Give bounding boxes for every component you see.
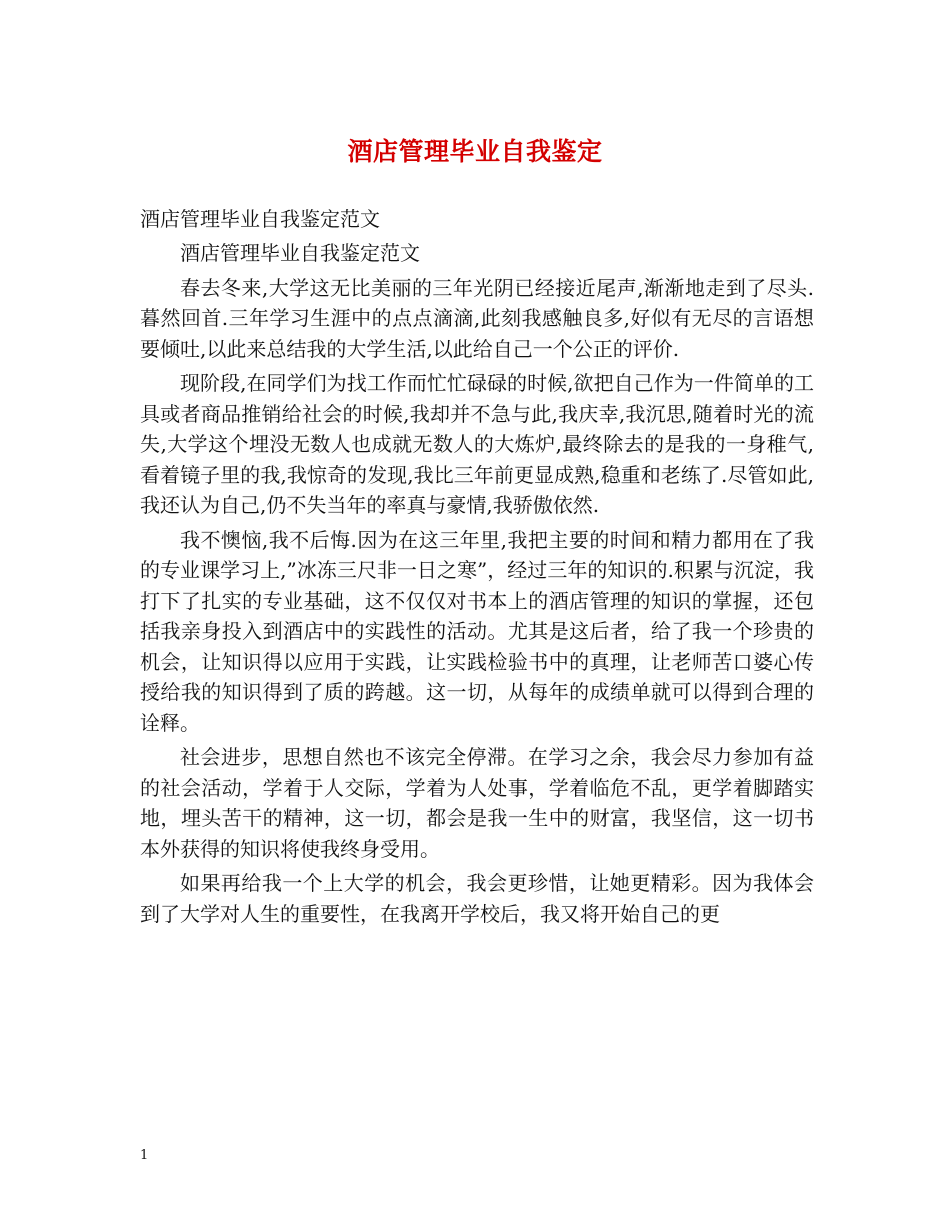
paragraph: 如果再给我一个上大学的机会，我会更珍惜，让她更精彩。因为我体会到了大学对人生的重要性，在我离开学校后，我又将开始自己的更 — [140, 871, 814, 926]
paragraph: 我不懊恼,我不后悔.因为在这三年里,我把主要的时间和精力都用在了我的专业课学习上,”冰冻三尺非一日之寒”，经过三年的知识的.积累与沉淀，我打下了扎实的专业基础，这不仅仅对书本上的酒店管理的知识的掌握，还包括我亲身投入到酒店中的实践性的活动。尤其是这后者，给了我一个珍贵的机会，让知识得以应用于实践，让实践检验书中的真理，让老师苦口婆心传授给我的知识得到了质的跨越。这一切，从每年的成绩单就可以得到合理的诠释。 — [140, 527, 814, 735]
paragraph: 现阶段,在同学们为找工作而忙忙碌碌的时候,欲把自己作为一件简单的工具或者商品推销给社会的时候,我却并不急与此,我庆幸,我沉思,随着时光的流失,大学这个埋没无数人也成就无数人的大炼炉,最终除去的是我的一身稚气,看着镜子里的我,我惊奇的发现,我比三年前更显成熟,稳重和老练了.尽管如此,我还认为自己,仍不失当年的率真与豪情,我骄傲依然. — [140, 371, 814, 517]
paragraph: 春去冬来,大学这无比美丽的三年光阴已经接近尾声,渐渐地走到了尽头.暮然回首.三年学习生涯中的点点滴滴,此刻我感触良多,好似有无尽的言语想要倾吐,以此来总结我的大学生活,以此给自己一个公正的评价. — [140, 275, 814, 361]
paragraph: 社会进步，思想自然也不该完全停滞。在学习之余，我会尽力参加有益的社会活动，学着于人交际，学着为人处事，学着临危不乱，更学着脚踏实地，埋头苦干的精神，这一切，都会是我一生中的财富，我坚信，这一切书本外获得的知识将使我终身受用。 — [140, 745, 814, 861]
page-number: 1 — [140, 1148, 149, 1163]
document-title: 酒店管理毕业自我鉴定 — [347, 137, 603, 166]
paragraph: 酒店管理毕业自我鉴定范文 — [180, 241, 420, 265]
document-body — [140, 238, 814, 933]
document-subtitle: 酒店管理毕业自我鉴定范文 — [140, 207, 380, 231]
